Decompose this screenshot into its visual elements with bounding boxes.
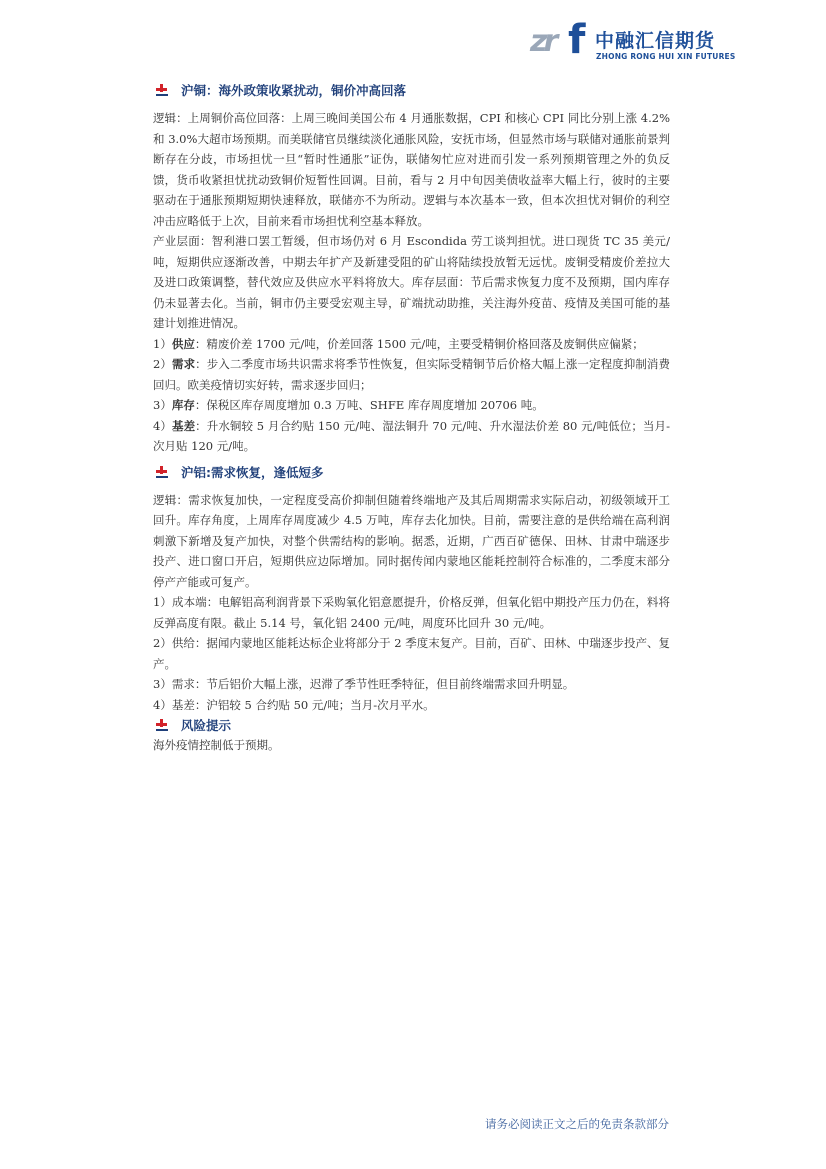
footer-disclaimer: 请务必阅读正文之后的免责条款部分 [485,1117,669,1131]
company-logo [530,17,736,64]
copper-logic-paragraph: 逻辑：上周铜价高位回落：上周三晚间美国公布 4 月通胀数据，CPI 和核心 CPI 同比分别上涨 4.2%和 3.0%大超市场预期。而美联储官员继续淡化通胀风险，安抚市场，但显然市场与联储对通胀前景判断存在分歧，市场担忧一旦“暂时性通胀”证伪，联储匆忙应对进而引发一系列预期管理之外的负反馈，货币收紧担忧扰动致铜价短暂性回调。目前，看与 2 月中旬因美债收益率大幅上行，彼时的主要驱动在于通胀预期短期快速释放，联储亦不为所动。逻辑与本次基本一致，但本次担忧对铜价的利空冲击应略低于上次，目前来看市场担忧利空基本释放。 [153,111,670,228]
logo-english-name: ZHONG RONG HUI XIN FUTURES [596,52,736,61]
section-title-aluminum: 沪铝:需求恢复，逢低短多 [153,462,670,482]
aluminum-item-cost: 1）成本端：电解铝高利润背景下采购氧化铝意愿提升，价格反弹，但氧化铝中期投产压力仍在，料将反弹高度有限。截止 5.14 号，氧化铝 2400 元/吨，周度环比回升 30 元/吨。 [153,595,670,630]
section-title-copper: 沪铜：海外政策收紧扰动，铜价冲高回落 [153,80,670,100]
logo-chinese-name: 中融汇信期货 [595,30,716,52]
logo-mark-f: f [568,17,586,63]
bullet-marker-icon [155,465,169,479]
bullet-marker-icon [155,718,169,732]
logo-mark-zr: zr [530,24,555,59]
aluminum-item-basis: 4）基差：沪铝较 5 合约贴 50 元/吨；当月-次月平水。 [153,697,435,712]
risk-paragraph: 海外疫情控制低于预期。 [153,738,280,752]
copper-item-supply: 1）供应：精废价差 1700 元/吨，价差回落 1500 元/吨，主要受精铜价格回落及废铜供应偏紧； [153,336,644,351]
section-title-risk: 风险提示 [153,715,670,735]
copper-item-inventory: 3）库存：保税区库存周度增加 0.3 万吨、SHFE 库存周度增加 20706 吨。 [153,398,544,412]
copper-industry-paragraph: 产业层面：智利港口罢工暂缓，但市场仍对 6 月 Escondida 劳工谈判担忧。进口现货 TC 35 美元/吨，短期供应逐渐改善，中期去年扩产及新建受阻的矿山将陆续投放暂无远忧。废铜受精废价差拉大及进口政策调整，替代效应及供应水平料将放大。库存层面：节后需求恢复力度不及预期，国内库存仍未显著去化。当前，铜市仍主要受宏观主导，矿端扰动助推，关注海外疫苗、疫情及美国可能的基建计划推进情况。 [153,234,670,330]
aluminum-item-supply: 2）供给：据闻内蒙地区能耗达标企业将部分于 2 季度末复产。目前，百矿、田林、中瑞逐步投产、复产。 [153,636,670,671]
report-body [153,80,670,756]
aluminum-logic-paragraph: 逻辑：需求恢复加快，一定程度受高价抑制但随着终端地产及其后周期需求实际启动，初级领域开工回升。库存角度，上周库存周度减少 4.5 万吨，库存去化加快。目前，需要注意的是供给端在高利润刺激下新增及复产加快，对整个供需结构的影响。据悉，近期，广西百矿德保、田林、甘肃中瑞逐步投产、进口窗口开启，短期供应边际增加。同时据传闻内蒙地区能耗控制符合标准的，二季度末部分停产产能或可复产。 [153,492,670,589]
aluminum-item-demand: 3）需求：节后铝价大幅上涨，迟滞了季节性旺季特征，但目前终端需求回升明显。 [153,677,575,691]
bullet-marker-icon [155,83,169,97]
copper-item-basis: 4）基差：升水铜较 5 月合约贴 150 元/吨、湿法铜升 70 元/吨、升水湿法价差 80 元/吨低位；当月-次月贴 120 元/吨。 [153,418,670,453]
copper-item-demand: 2）需求：步入二季度市场共识需求将季节性恢复，但实际受精铜节后价格大幅上涨一定程度抑制消费回归。欧美疫情切实好转，需求逐步回归； [153,357,670,392]
